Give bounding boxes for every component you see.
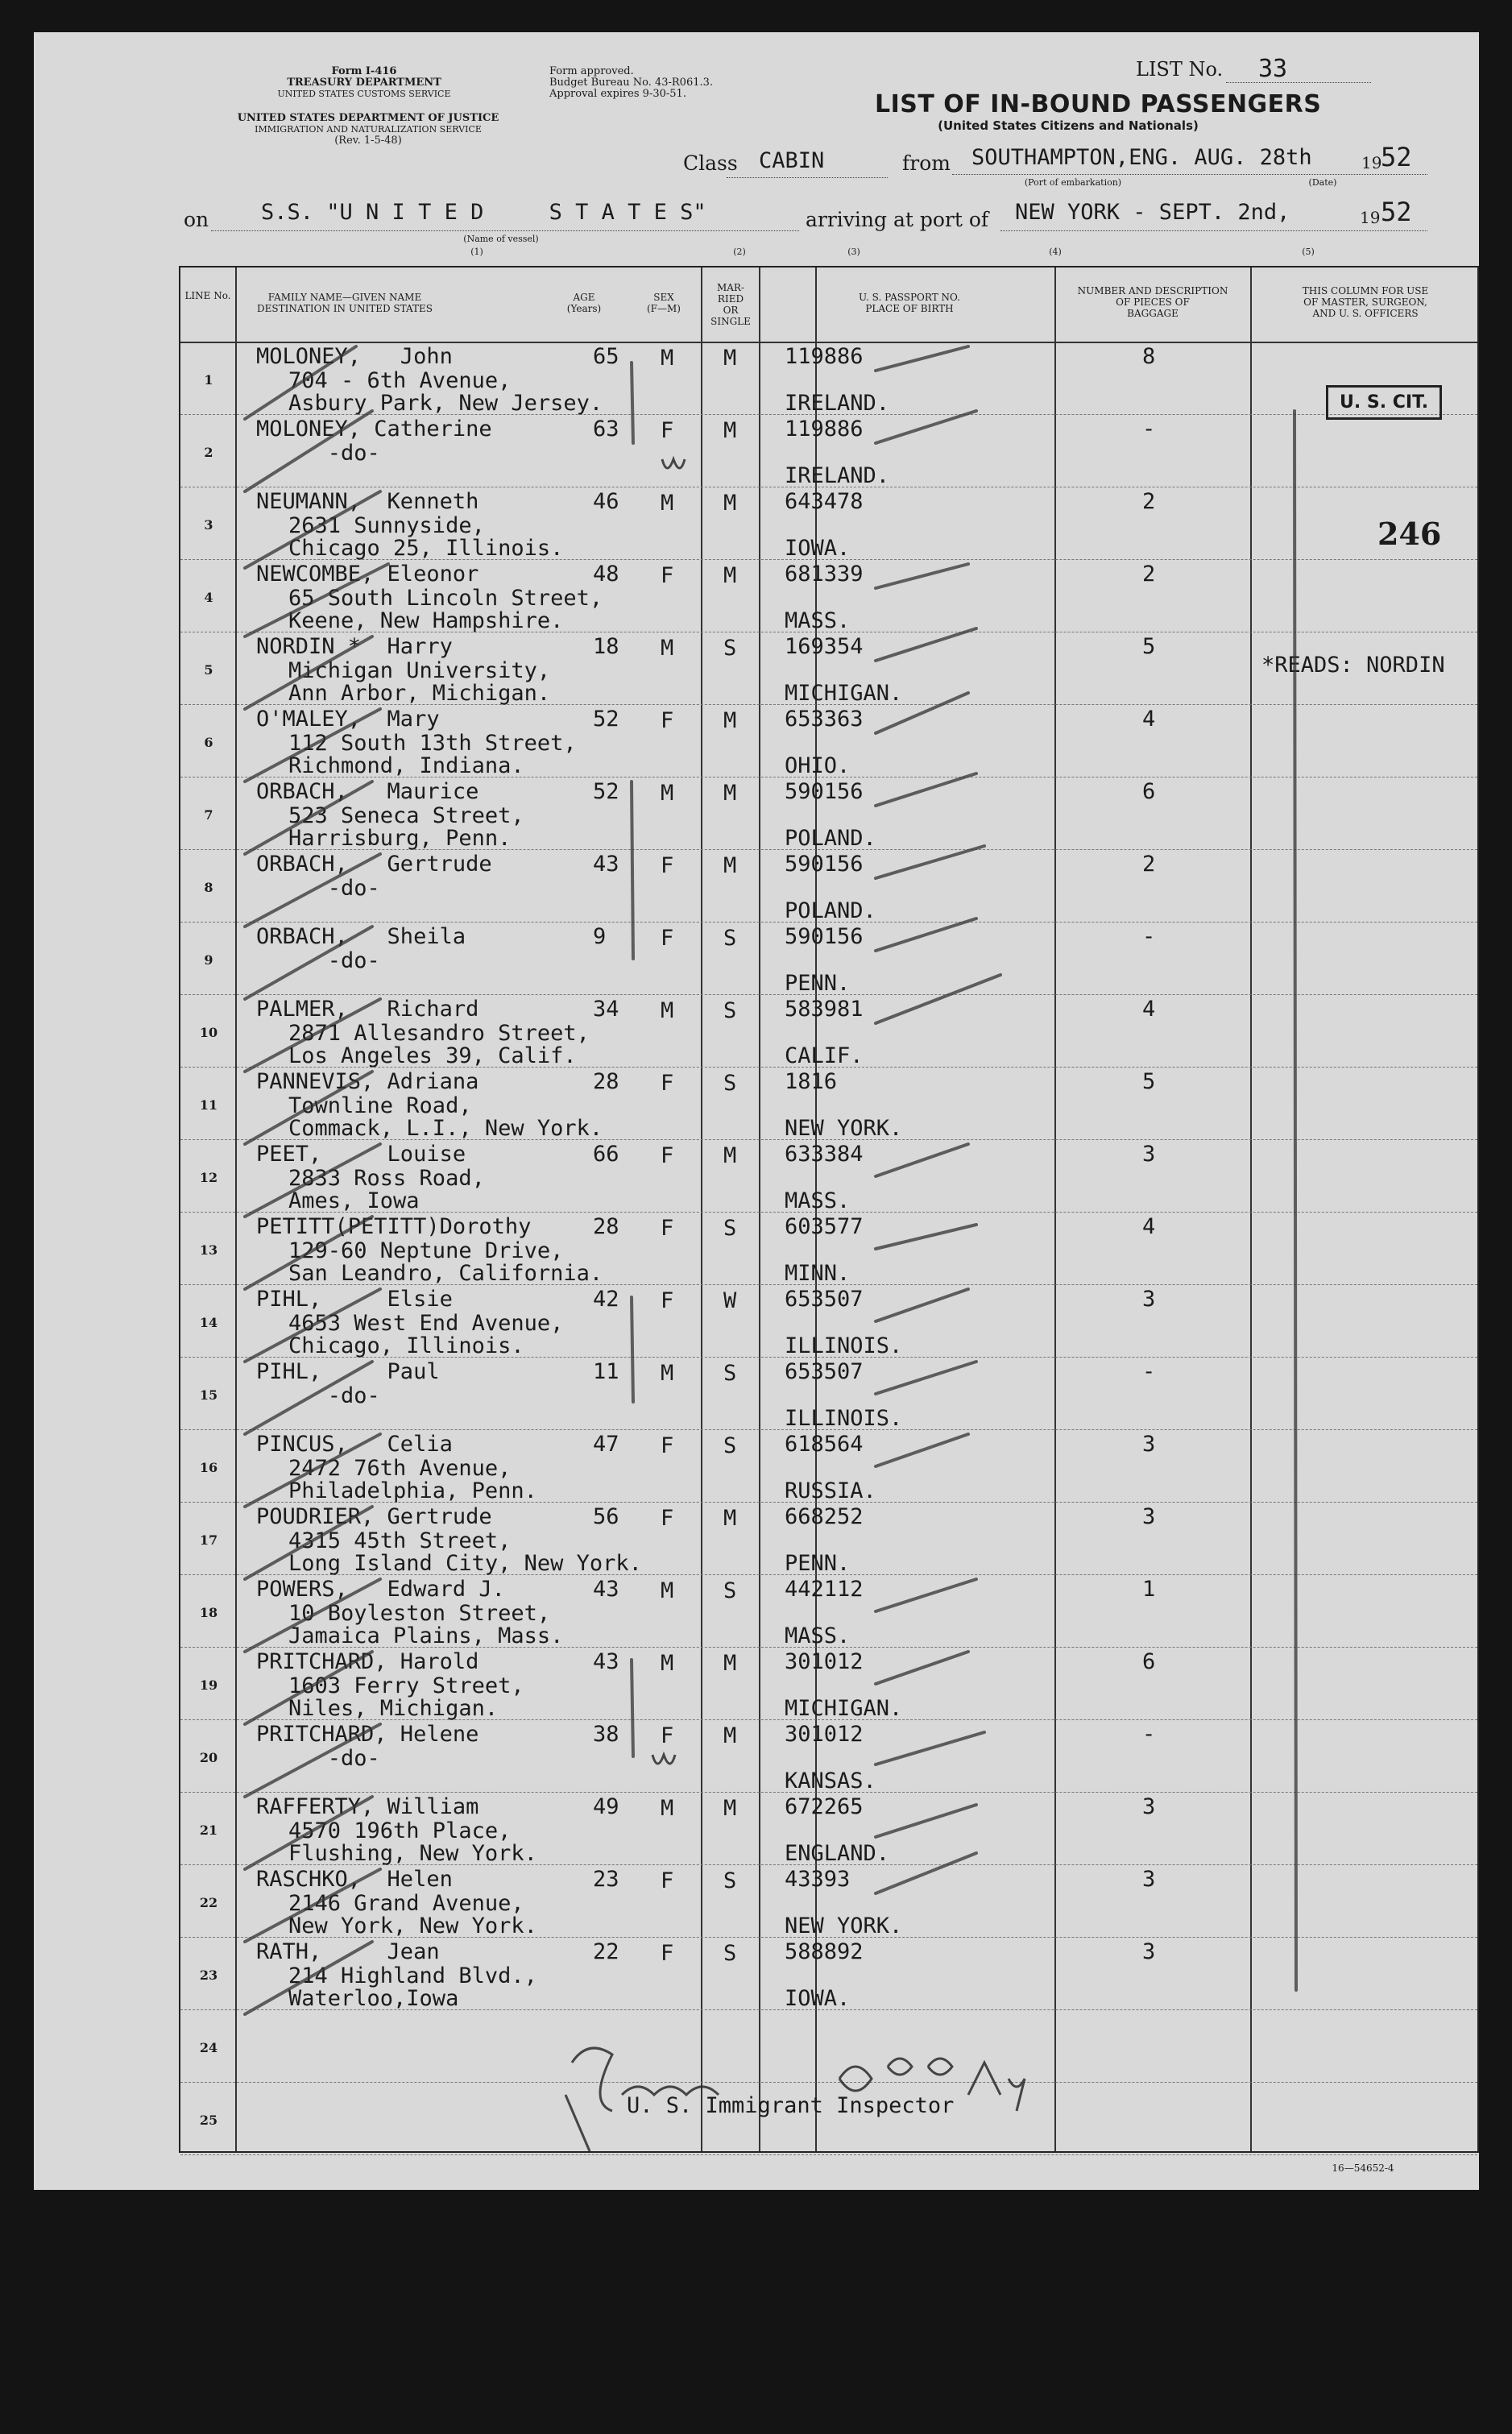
cell-passport: 442112: [785, 1577, 864, 1602]
col-head-baggage: NUMBER AND DESCRIPTION OF PIECES OF BAGGAGE: [1077, 285, 1228, 319]
cell-addr1: 2833 Ross Road,: [288, 1166, 485, 1191]
cell-age: 42: [593, 1287, 619, 1312]
cell-addr2: Jamaica Plains, Mass.: [288, 1623, 564, 1648]
cell-name: POUDRIER, Gertrude: [256, 1504, 492, 1529]
cell-ms: S: [723, 998, 737, 1023]
cell-line: 1: [204, 372, 213, 388]
cell-line: 22: [199, 1895, 218, 1910]
cell-age: 52: [593, 707, 619, 732]
cell-sex: M: [661, 636, 674, 661]
cell-addr2: Harrisburg, Penn.: [288, 826, 512, 851]
revision: (Rev. 1-5-48): [334, 135, 402, 147]
cell-addr2: Waterloo,Iowa: [288, 1986, 459, 2011]
cell-ms: S: [723, 1216, 737, 1241]
cell-birth: MINN.: [785, 1261, 851, 1286]
cell-addr1: 1603 Ferry Street,: [288, 1673, 524, 1698]
arriving-label: arriving at port of: [806, 208, 989, 231]
cell-passport: 643478: [785, 489, 864, 514]
cell-bag: 1: [1142, 1577, 1156, 1602]
cell-bag: 3: [1142, 1287, 1156, 1312]
cell-sex: F: [661, 853, 674, 878]
year-prefix-2: 19: [1360, 208, 1381, 227]
port-caption: (Port of embarkation): [1024, 177, 1122, 188]
cell-addr1: 2871 Allesandro Street,: [288, 1021, 590, 1046]
cell-ms: M: [723, 563, 737, 588]
cell-addr2: Philadelphia, Penn.: [288, 1478, 537, 1503]
cell-age: 18: [593, 634, 619, 659]
cell-name: ORBACH, Gertrude: [256, 852, 492, 877]
cell-line: 12: [199, 1170, 218, 1185]
cell-sex: F: [661, 1216, 674, 1241]
cell-passport: 119886: [785, 417, 864, 442]
embarkation-value: SOUTHAMPTON,ENG. AUG. 28th: [971, 145, 1312, 170]
cell-sex: F: [661, 708, 674, 733]
cell-passport: 590156: [785, 852, 864, 877]
cell-ms: M: [723, 418, 737, 443]
col-num-1: (1): [470, 247, 483, 257]
cell-sex: F: [661, 1288, 674, 1313]
cell-line: 19: [199, 1677, 218, 1693]
cell-birth: IRELAND.: [785, 391, 890, 416]
inspector-caption: U. S. Immigrant Inspector: [627, 2093, 955, 2118]
col-num-4: (4): [1049, 247, 1062, 257]
cell-addr2: Commack, L.I., New York.: [288, 1116, 603, 1141]
cell-birth: IOWA.: [785, 536, 851, 561]
from-label: from: [902, 151, 951, 175]
cell-name: PIHL, Paul: [256, 1359, 440, 1384]
class-label: Class: [683, 151, 738, 175]
cell-bag: 3: [1142, 1504, 1156, 1529]
approval-line-2: Budget Bureau No. 43-R061.3.: [549, 77, 714, 89]
cell-addr1: -do-: [288, 1383, 380, 1408]
cell-addr2: Ann Arbor, Michigan.: [288, 681, 551, 706]
cell-age: 65: [593, 344, 619, 369]
cell-passport: 301012: [785, 1649, 864, 1674]
cell-line: 20: [199, 1750, 218, 1765]
cell-line: 15: [199, 1387, 218, 1403]
cell-age: 43: [593, 1577, 619, 1602]
cell-sex: M: [661, 491, 674, 516]
cell-line: 10: [199, 1025, 218, 1040]
vessel-caption: (Name of vessel): [463, 234, 539, 244]
cell-age: 28: [593, 1214, 619, 1239]
cell-addr1: 2146 Grand Avenue,: [288, 1891, 524, 1916]
cell-addr2: Niles, Michigan.: [288, 1696, 499, 1721]
cell-sex: F: [661, 1868, 674, 1893]
cell-sex: M: [661, 1796, 674, 1821]
cell-birth: RUSSIA.: [785, 1478, 876, 1503]
cell-addr1: -do-: [288, 441, 380, 466]
cell-bag: 4: [1142, 707, 1156, 732]
cell-addr2: San Leandro, California.: [288, 1261, 603, 1286]
cell-name: PRITCHARD, Harold: [256, 1649, 479, 1674]
col-num-3: (3): [847, 247, 860, 257]
cell-line: 13: [199, 1242, 218, 1258]
col-head-married: MAR- RIED OR SINGLE: [710, 282, 751, 327]
treasury-dept: TREASURY DEPARTMENT: [287, 77, 441, 89]
page-number-mark: 246: [1377, 516, 1442, 552]
list-no-value: 33: [1258, 55, 1288, 83]
col-head-name: FAMILY NAME—GIVEN NAME DESTINATION IN UNITED STATES: [257, 292, 433, 314]
cell-bag: -: [1142, 1359, 1156, 1384]
cell-addr1: 10 Boyleston Street,: [288, 1601, 551, 1626]
cell-line: 3: [204, 517, 213, 533]
page-subtitle: (United States Citizens and Nationals): [938, 118, 1199, 133]
approval-line-3: Approval expires 9-30-51.: [549, 88, 686, 100]
approval-line-1: Form approved.: [549, 65, 634, 77]
cell-addr1: 65 South Lincoln Street,: [288, 586, 603, 611]
cell-ms: W: [723, 1288, 737, 1313]
cell-sex: M: [661, 998, 674, 1023]
cell-addr1: 2472 76th Avenue,: [288, 1456, 512, 1481]
cell-age: 43: [593, 1649, 619, 1674]
cell-ms: S: [723, 1361, 737, 1386]
cell-line: 6: [204, 735, 213, 750]
cell-name: PEET, Louise: [256, 1142, 466, 1167]
cell-passport: 43393: [785, 1867, 851, 1892]
cell-birth: POLAND.: [785, 898, 876, 923]
cell-age: 28: [593, 1069, 619, 1094]
col-head-remarks: THIS COLUMN FOR USE OF MASTER, SURGEON, AND U. S. OFFICERS: [1302, 285, 1429, 319]
arrival-value: NEW YORK - SEPT. 2nd,: [1015, 200, 1290, 225]
cell-ms: S: [723, 1868, 737, 1893]
page-title: LIST OF IN-BOUND PASSENGERS: [875, 90, 1322, 118]
cell-name: PINCUS, Celia: [256, 1432, 453, 1457]
cell-addr1: 4570 196th Place,: [288, 1818, 512, 1843]
cell-bag: 2: [1142, 852, 1156, 877]
cell-name: RATH, Jean: [256, 1939, 440, 1964]
cell-birth: POLAND.: [785, 826, 876, 851]
cell-ms: S: [723, 1433, 737, 1458]
cell-addr2: Richmond, Indiana.: [288, 753, 524, 778]
cell-line: 21: [199, 1822, 218, 1838]
reads-nordin-note: *READS: NORDIN: [1261, 653, 1445, 678]
cell-line: 11: [199, 1097, 218, 1113]
cell-name: O'MALEY, Mary: [256, 707, 440, 732]
pencil-check-marks: [34, 32, 1479, 2190]
cell-age: 66: [593, 1142, 619, 1167]
cell-line: 25: [199, 2113, 218, 2128]
cell-age: 48: [593, 562, 619, 587]
cell-bag: 6: [1142, 779, 1156, 804]
cell-bag: -: [1142, 1722, 1156, 1747]
cell-birth: MICHIGAN.: [785, 1696, 903, 1721]
cell-ms: M: [723, 781, 737, 806]
cell-ms: S: [723, 926, 737, 951]
cell-sex: F: [661, 1941, 674, 1966]
cell-name: MOLONEY, John: [256, 344, 453, 369]
cell-line: 23: [199, 1968, 218, 1983]
cell-passport: 1816: [785, 1069, 838, 1094]
cell-age: 43: [593, 852, 619, 877]
form-number: Form I-416: [331, 65, 397, 77]
cell-line: 4: [204, 590, 213, 605]
cell-name: NEWCOMBE, Eleonor: [256, 562, 479, 587]
cell-passport: 169354: [785, 634, 864, 659]
on-label: on: [184, 208, 209, 231]
cell-addr1: 112 South 13th Street,: [288, 731, 577, 756]
cell-passport: 588892: [785, 1939, 864, 1964]
cell-name: ORBACH, Sheila: [256, 924, 466, 949]
cell-passport: 653507: [785, 1287, 864, 1312]
cell-birth: MASS.: [785, 1623, 851, 1648]
cell-addr1: 704 - 6th Avenue,: [288, 368, 512, 393]
cell-birth: PENN.: [785, 971, 851, 996]
cell-ms: M: [723, 1506, 737, 1531]
cell-line: 14: [199, 1315, 218, 1330]
year-prefix-1: 19: [1361, 153, 1382, 172]
cell-ms: S: [723, 1578, 737, 1603]
col-head-age: AGE (Years): [566, 292, 602, 314]
cell-ms: S: [723, 1071, 737, 1096]
cell-ms: M: [723, 346, 737, 371]
list-no-label: LIST No.: [1136, 58, 1224, 81]
cell-age: 46: [593, 489, 619, 514]
cell-age: 9: [593, 924, 607, 949]
cell-line: 5: [204, 662, 213, 678]
cell-addr2: Ames, Iowa: [288, 1188, 420, 1213]
cell-line: 7: [204, 807, 213, 823]
cell-bag: 3: [1142, 1867, 1156, 1892]
cell-birth: NEW YORK.: [785, 1116, 903, 1141]
cell-addr2: Chicago 25, Illinois.: [288, 536, 564, 561]
justice-dept: UNITED STATES DEPARTMENT OF JUSTICE: [237, 112, 499, 124]
cell-age: 47: [593, 1432, 619, 1457]
cell-addr2: Long Island City, New York.: [288, 1551, 642, 1576]
cell-passport: 653507: [785, 1359, 864, 1384]
cell-addr1: 523 Seneca Street,: [288, 803, 524, 828]
customs-service: UNITED STATES CUSTOMS SERVICE: [277, 89, 451, 99]
cell-bag: -: [1142, 924, 1156, 949]
cell-sex: M: [661, 1578, 674, 1603]
cell-line: 24: [199, 2040, 218, 2055]
footer-code: 16—54652-4: [1332, 2162, 1394, 2174]
cell-addr1: Townline Road,: [288, 1093, 472, 1118]
cell-name: PALMER, Richard: [256, 997, 479, 1022]
cell-name: RAFFERTY, William: [256, 1794, 479, 1819]
cell-sex: F: [661, 926, 674, 951]
cell-sex: F: [661, 1433, 674, 1458]
cell-name: RASCHKO, Helen: [256, 1867, 453, 1892]
col-head-sex: SEX (F—M): [647, 292, 681, 314]
cell-passport: 653363: [785, 707, 864, 732]
cell-birth: IOWA.: [785, 1986, 851, 2011]
cell-passport: 583981: [785, 997, 864, 1022]
ins-service: IMMIGRATION AND NATURALIZATION SERVICE: [255, 124, 482, 135]
cell-ms: S: [723, 1941, 737, 1966]
cell-birth: PENN.: [785, 1551, 851, 1576]
cell-name: POWERS, Edward J.: [256, 1577, 505, 1602]
cell-ms: M: [723, 708, 737, 733]
cell-bag: 8: [1142, 344, 1156, 369]
cell-addr1: -do-: [288, 876, 380, 901]
cell-sex: M: [661, 781, 674, 806]
cell-bag: 3: [1142, 1142, 1156, 1167]
cell-addr1: 4653 West End Avenue,: [288, 1311, 564, 1336]
cell-sex: F: [661, 418, 674, 443]
cell-age: 11: [593, 1359, 619, 1384]
cell-name: PETITT(PETITT)Dorothy: [256, 1214, 532, 1239]
cell-addr1: Michigan University,: [288, 658, 551, 683]
cell-addr1: 214 Highland Blvd.,: [288, 1963, 537, 1988]
cell-sex: F: [661, 1143, 674, 1168]
cell-bag: 2: [1142, 489, 1156, 514]
cell-birth: ILLINOIS.: [785, 1333, 903, 1358]
cell-name: PANNEVIS, Adriana: [256, 1069, 479, 1094]
cell-addr2: Keene, New Hampshire.: [288, 608, 564, 633]
cell-addr1: 4315 45th Street,: [288, 1528, 512, 1553]
cell-bag: 5: [1142, 634, 1156, 659]
cell-age: 52: [593, 779, 619, 804]
class-value: CABIN: [759, 148, 825, 173]
cell-sex: M: [661, 346, 674, 371]
cell-addr1: 2631 Sunnyside,: [288, 513, 485, 538]
cell-line: 18: [199, 1605, 218, 1620]
cell-passport: 590156: [785, 924, 864, 949]
cell-line: 16: [199, 1460, 218, 1475]
col-num-2: (2): [733, 247, 746, 257]
cell-bag: 6: [1142, 1649, 1156, 1674]
cell-ms: M: [723, 1143, 737, 1168]
cell-sex: F: [661, 1723, 674, 1748]
manifest-page: [34, 32, 1479, 2190]
cell-ms: M: [723, 1796, 737, 1821]
cell-age: 38: [593, 1722, 619, 1747]
year-value-1: 52: [1381, 142, 1412, 172]
cell-passport: 119886: [785, 344, 864, 369]
col-head-line: LINE No.: [184, 290, 231, 301]
date-caption: (Date): [1308, 177, 1337, 188]
cell-sex: M: [661, 1651, 674, 1676]
cell-birth: MICHIGAN.: [785, 681, 903, 706]
cell-addr2: Flushing, New York.: [288, 1841, 537, 1866]
cell-age: 56: [593, 1504, 619, 1529]
cell-addr2: Chicago, Illinois.: [288, 1333, 524, 1358]
cell-name: PRITCHARD, Helene: [256, 1722, 479, 1747]
cell-addr1: -do-: [288, 1746, 380, 1771]
cell-line: 8: [204, 880, 213, 895]
cell-passport: 603577: [785, 1214, 864, 1239]
cell-line: 2: [204, 445, 213, 460]
cell-sex: F: [661, 563, 674, 588]
cell-ms: S: [723, 636, 737, 661]
cell-birth: ILLINOIS.: [785, 1406, 903, 1431]
cell-sex: F: [661, 1071, 674, 1096]
cell-passport: 681339: [785, 562, 864, 587]
cell-passport: 633384: [785, 1142, 864, 1167]
cell-line: 17: [199, 1532, 218, 1548]
cell-passport: 618564: [785, 1432, 864, 1457]
cell-addr1: -do-: [288, 948, 380, 973]
cell-birth: KANSAS.: [785, 1768, 876, 1793]
col-num-5: (5): [1302, 247, 1315, 257]
cell-birth: MASS.: [785, 608, 851, 633]
cell-age: 23: [593, 1867, 619, 1892]
cell-ms: M: [723, 491, 737, 516]
cell-name: PIHL, Elsie: [256, 1287, 453, 1312]
cell-passport: 301012: [785, 1722, 864, 1747]
vessel-name: S.S. "U N I T E D S T A T E S": [261, 200, 706, 225]
cell-birth: OHIO.: [785, 753, 851, 778]
cell-line: 9: [204, 952, 213, 968]
cell-addr2: New York, New York.: [288, 1914, 537, 1938]
cell-bag: 4: [1142, 1214, 1156, 1239]
cell-addr1: 129-60 Neptune Drive,: [288, 1238, 564, 1263]
col-head-passport: U. S. PASSPORT NO. PLACE OF BIRTH: [859, 292, 960, 314]
cell-birth: IRELAND.: [785, 463, 890, 488]
cell-name: NEUMANN, Kenneth: [256, 489, 479, 514]
cell-bag: 3: [1142, 1432, 1156, 1457]
cell-passport: 590156: [785, 779, 864, 804]
cell-ms: M: [723, 1723, 737, 1748]
cell-addr2: Asbury Park, New Jersey.: [288, 391, 603, 416]
cell-birth: CALIF.: [785, 1043, 864, 1068]
cell-sex: F: [661, 1506, 674, 1531]
cell-bag: 3: [1142, 1794, 1156, 1819]
cell-age: 49: [593, 1794, 619, 1819]
cell-passport: 672265: [785, 1794, 864, 1819]
cell-bag: 5: [1142, 1069, 1156, 1094]
cell-name: ORBACH, Maurice: [256, 779, 479, 804]
cell-bag: -: [1142, 417, 1156, 442]
cell-bag: 2: [1142, 562, 1156, 587]
cell-bag: 3: [1142, 1939, 1156, 1964]
cell-birth: MASS.: [785, 1188, 851, 1213]
cell-name: NORDIN * Harry: [256, 634, 453, 659]
cell-birth: NEW YORK.: [785, 1914, 903, 1938]
cell-ms: M: [723, 1651, 737, 1676]
cell-age: 22: [593, 1939, 619, 1964]
year-value-2: 52: [1381, 197, 1412, 227]
cell-passport: 668252: [785, 1504, 864, 1529]
cell-age: 34: [593, 997, 619, 1022]
us-citizen-stamp: U. S. CIT.: [1326, 385, 1442, 420]
cell-addr2: Los Angeles 39, Calif.: [288, 1043, 577, 1068]
cell-sex: M: [661, 1361, 674, 1386]
cell-bag: 4: [1142, 997, 1156, 1022]
cell-name: MOLONEY, Catherine: [256, 417, 492, 442]
cell-birth: ENGLAND.: [785, 1841, 890, 1866]
cell-age: 63: [593, 417, 619, 442]
cell-ms: M: [723, 853, 737, 878]
